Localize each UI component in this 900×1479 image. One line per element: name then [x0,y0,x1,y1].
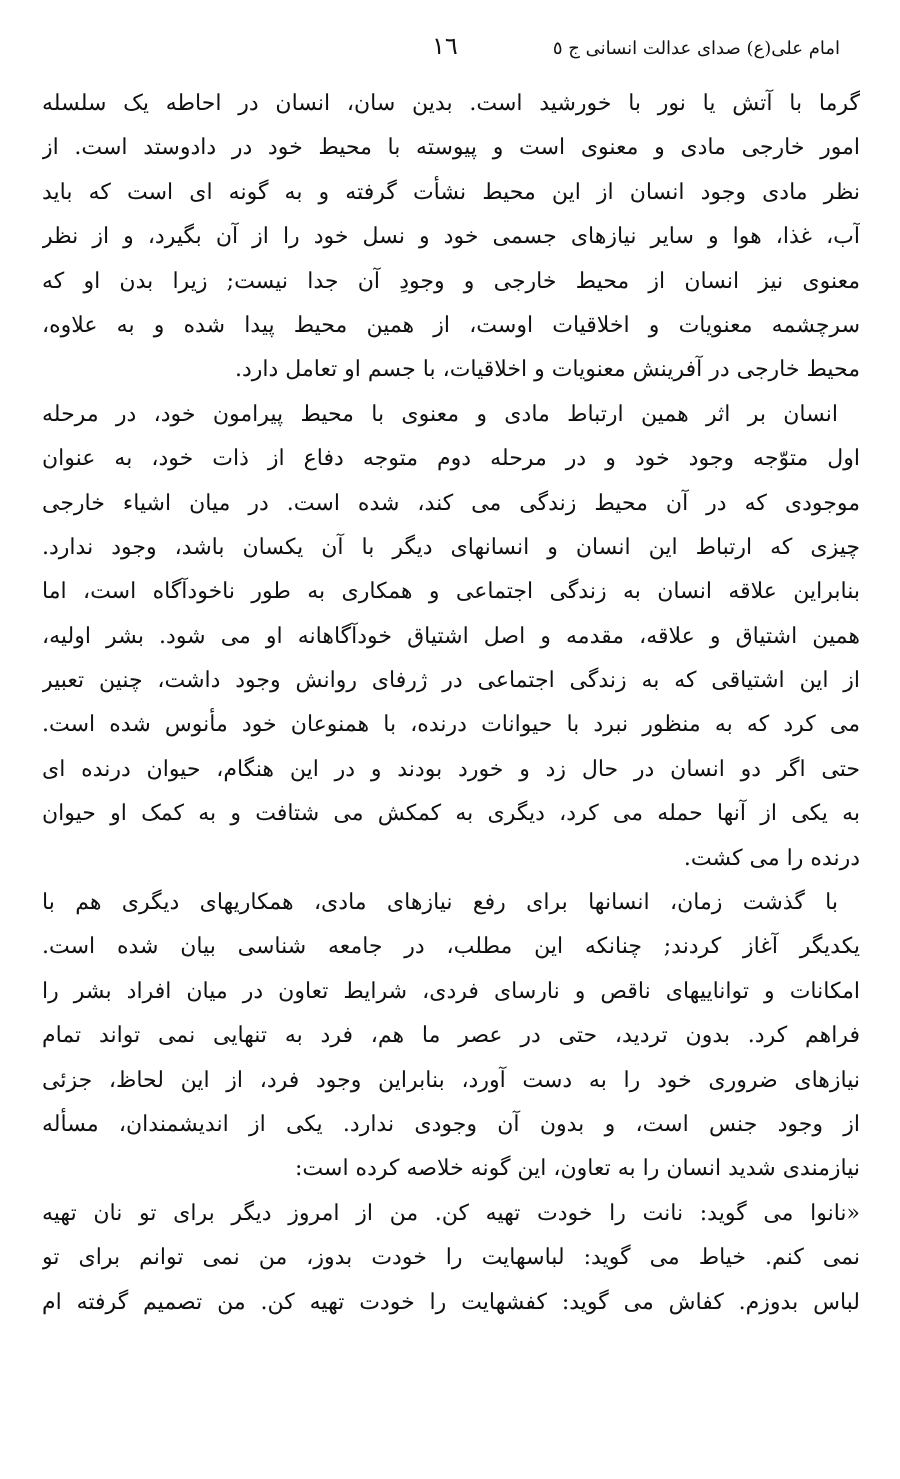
text-line: از این اشتیاقی که به زندگی اجتماعی در ژرفای روانش وجود داشت، چنین تعبیر [42,668,860,694]
text-line: نیازمندی شدید انسان را به تعاون، این گونه خلاصه کرده است: [295,1156,860,1182]
text-line: از وجود جنس است، و بدون آن وجودی ندارد. یکی از اندیشمندان، مسأله [42,1111,860,1137]
text-line: امور خارجی مادی و معنوی است و پیوسته با محیط خود در دادوستد است. از [42,135,860,161]
text-line: به یکی از آنها حمله می کرد، دیگری به کمکش می شتافت و به کمک او حیوان [42,801,860,827]
text-line: لباس بدوزم. کفاش می گوید: کفشهایت را خودت تهیه کن. من تصمیم گرفته ام [42,1289,860,1315]
text-line: درنده را می کشت. [683,845,860,871]
text-line: می کرد که به منظور نبرد با حیوانات درنده، با همنوعان خود مأنوس شده است. [42,712,860,738]
body-text [42,82,860,1325]
running-title: امام علی(ع) صدای عدالت انسانی ج ٥ [552,38,840,59]
text-line: اول متوّجه وجود خود و در مرحله دوم متوجه دفاع از ذات خود، به عنوان [42,446,860,472]
text-line: نظر مادی وجود انسان از این محیط نشأت گرفته و به گونه ای است که باید [42,179,860,205]
text-line: نمی کنم. خیاط می گوید: لباسهایت را خودت بدوز، من نمی توانم برای تو [42,1245,860,1271]
text-line: همین اشتیاق و علاقه، مقدمه و اصل اشتیاق خودآگاهانه او می شود. بشر اولیه، [42,623,860,649]
page-number: ١٦ [432,32,458,60]
text-line: معنوی نیز انسان از محیط خارجی و وجودِ آن جدا نیست; زیرا بدن او که [42,268,860,294]
text-line: یکدیگر آغاز کردند; چنانکه این مطلب، در جامعه شناسی بیان شده است. [42,934,860,960]
text-line: نیازهای ضروری خود را به دست آورد، بنابراین وجود فرد، از این لحاظ، جزئی [42,1067,860,1093]
text-line: گرما با آتش یا نور با خورشید است. بدین سان، انسان در احاطه یک سلسله [42,91,860,116]
text-line: «نانوا می گوید: نانت را خودت تهیه کن. من از امروز دیگر برای تو نان تهیه [42,1200,860,1226]
text-line: فراهم کرد. بدون تردید، حتی در عصر ما هم، فرد به تنهایی نمی تواند تمام [42,1023,860,1049]
page-header [40,28,860,68]
text-line: موجودی که در آن محیط زندگی می کند، شده است. در میان اشیاء خارجی [42,490,860,516]
text-line: بنابراین علاقه انسان به زندگی اجتماعی و همکاری به طور ناخودآگاه است، اما [42,579,860,605]
text-line: حتی اگر دو انسان در حال زد و خورد بودند و در این هنگام، حیوان درنده ای [42,756,860,782]
text-line: انسان بر اثر همین ارتباط مادی و معنوی با محیط پیرامون خود، در مرحله [42,401,838,427]
text-line: سرچشمه معنویات و اخلاقیات اوست، از همین محیط پیدا شده و به علاوه، [42,312,860,338]
text-line: با گذشت زمان، انسانها برای رفع نیازهای مادی، همکاریهای دیگری هم با [42,890,838,916]
text-line: محیط خارجی در آفرینش معنویات و اخلاقیات، با جسم او تعامل دارد. [234,357,860,383]
text-line: چیزی که ارتباط این انسان و انسانهای دیگر با آن یکسان باشد، وجود ندارد. [42,534,860,560]
text-line: آب، غذا، هوا و سایر نیازهای جسمی خود و نسل خود را از آن بگیرد، و از نظر [42,224,860,250]
text-line: امکانات و تواناییهای ناقص و نارسای فردی، شرایط تعاون در میان افراد بشر را [42,978,860,1004]
